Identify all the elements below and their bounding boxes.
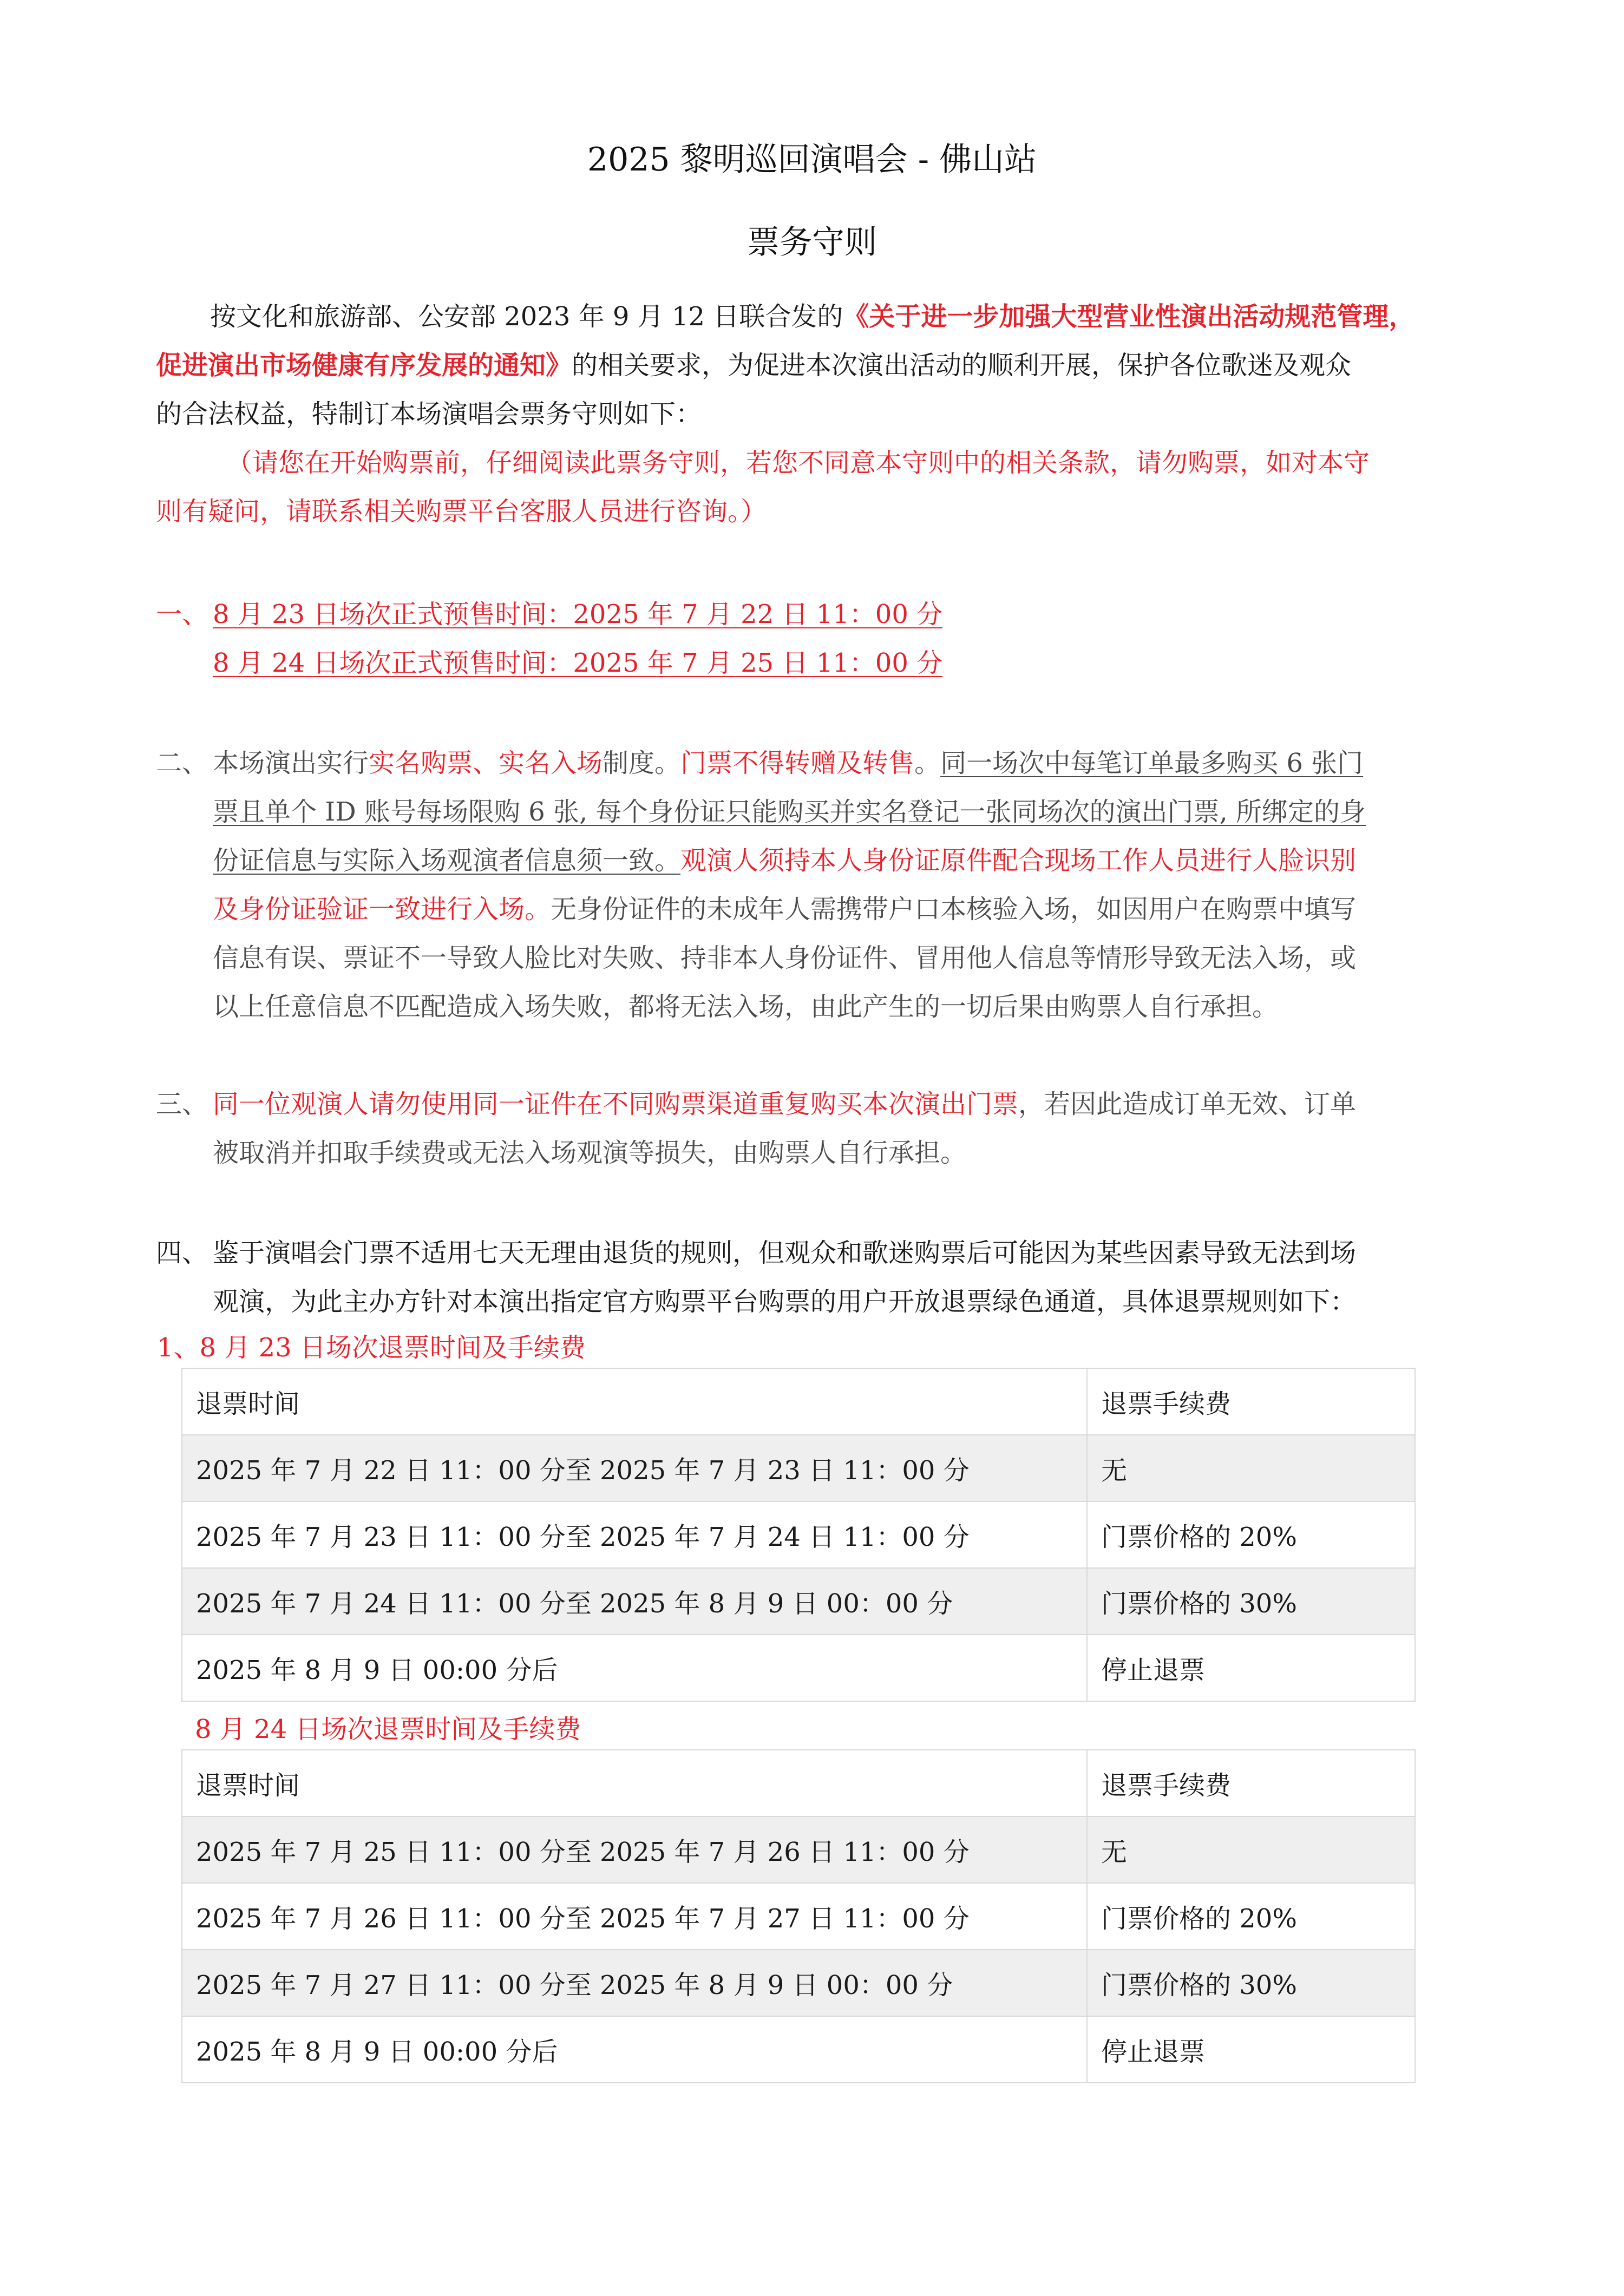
table-row xyxy=(182,1816,1415,1883)
table-header-row xyxy=(182,1368,1415,1435)
refund-time-cell: 2025 年 8 月 9 日 00:00 分后 xyxy=(182,1635,1087,1701)
refund-time-cell: 2025 年 7 月 24 日 11：00 分至 2025 年 8 月 9 日 00：00 分 xyxy=(182,1568,1087,1635)
refund-table-0824 xyxy=(181,1749,1416,2083)
header-refund-fee: 退票手续费 xyxy=(1087,1750,1415,1816)
section-1-line-1: 一、 8 月 23 日场次正式预售时间：2025 年 7 月 22 日 11：00 分 xyxy=(156,599,943,629)
refund-time-cell: 2025 年 7 月 25 日 11：00 分至 2025 年 7 月 26 日 11：00 分 xyxy=(182,1816,1087,1883)
presale-time-0823: 8 月 23 日场次正式预售时间：2025 年 7 月 22 日 11：00 分 xyxy=(213,599,943,629)
table-row xyxy=(182,1568,1415,1635)
refund-time-cell: 2025 年 8 月 9 日 00:00 分后 xyxy=(182,2016,1087,2083)
intro-note-line-2: 则有疑问，请联系相关购票平台客服人员进行咨询。） xyxy=(156,496,767,527)
table-row xyxy=(182,1501,1415,1568)
intro-line-3: 的合法权益，特制订本场演唱会票务守则如下： xyxy=(156,399,702,429)
document-title: 2025 黎明巡回演唱会 - 佛山站 xyxy=(587,141,1037,179)
refund-fee-cell: 无 xyxy=(1087,1435,1415,1501)
table-row xyxy=(182,2016,1415,2083)
refund-fee-cell: 停止退票 xyxy=(1087,2016,1415,2083)
table-header-row xyxy=(182,1750,1415,1816)
header-refund-time: 退票时间 xyxy=(182,1368,1087,1435)
section-1 xyxy=(156,590,1477,687)
intro-line-1: 按文化和旅游部、公安部 2023 年 9 月 12 日联合发的《关于进一步加强大型营业性演出活动规范管理， xyxy=(210,301,1415,332)
section-2-line-5: 信息有误、票证不一导致人脸比对失败、持非本人身份证件、冒用他人信息等情形导致无法入场，或 xyxy=(213,943,1357,973)
section-2-line-1: 二、 本场演出实行实名购票、实名入场制度。门票不得转赠及转售。同一场次中每笔订单最多购买 6 张门 xyxy=(156,748,1364,778)
intro-line-2: 促进演出市场健康有序发展的通知》的相关要求，为促进本次演出活动的顺利开展，保护各位歌迷及观众 xyxy=(156,350,1352,381)
refund-fee-cell: 无 xyxy=(1087,1816,1415,1883)
document-subtitle: 票务守则 xyxy=(747,224,877,261)
section-2 xyxy=(156,739,1477,1031)
section-4 xyxy=(156,1229,1477,1326)
header-refund-fee: 退票手续费 xyxy=(1087,1368,1415,1435)
refund-time-cell: 2025 年 7 月 26 日 11：00 分至 2025 年 7 月 27 日 11：00 分 xyxy=(182,1883,1087,1950)
refund-time-cell: 2025 年 7 月 23 日 11：00 分至 2025 年 7 月 24 日 11：00 分 xyxy=(182,1501,1087,1568)
table-row xyxy=(182,1635,1415,1701)
presale-time-0824: 8 月 24 日场次正式预售时间：2025 年 7 月 25 日 11：00 分 xyxy=(213,648,943,678)
section-2-line-6: 以上任意信息不匹配造成入场失败，都将无法入场，由此产生的一切后果由购票人自行承担。 xyxy=(213,992,1279,1022)
section-4-line-2: 观演，为此主办方针对本演出指定官方购票平台购票的用户开放退票绿色通道，具体退票规则如下： xyxy=(213,1287,1357,1317)
refund-time-cell: 2025 年 7 月 22 日 11：00 分至 2025 年 7 月 23 日 11：00 分 xyxy=(182,1435,1087,1501)
intro-paragraph xyxy=(156,292,1477,536)
refund-fee-cell: 门票价格的 20% xyxy=(1087,1501,1415,1568)
refund-table-0823 xyxy=(181,1368,1416,1702)
section-3 xyxy=(156,1080,1477,1177)
section-4-line-1: 四、 鉴于演唱会门票不适用七天无理由退货的规则，但观众和歌迷购票后可能因为某些因素导致无法到场 xyxy=(156,1238,1357,1268)
refund-table-2-heading: 8 月 24 日场次退票时间及手续费 xyxy=(195,1714,581,1744)
header-refund-time: 退票时间 xyxy=(182,1750,1087,1816)
notice-title-red: 《关于进一步加强大型营业性演出活动规范管理， xyxy=(843,301,1415,332)
refund-fee-cell: 停止退票 xyxy=(1087,1635,1415,1701)
section-3-line-2: 被取消并扣取手续费或无法入场观演等损失，由购票人自行承担。 xyxy=(213,1138,967,1168)
refund-fee-cell: 门票价格的 30% xyxy=(1087,1950,1415,2016)
section-2-line-2: 票且单个 ID 账号每场限购 6 张, 每个身份证只能购买并实名登记一张同场次的演出门票, 所绑定的身 xyxy=(213,797,1366,827)
refund-fee-cell: 门票价格的 30% xyxy=(1087,1568,1415,1635)
section-2-line-3: 份证信息与实际入场观演者信息须一致。观演人须持本人身份证原件配合现场工作人员进行人脸识别 xyxy=(213,845,1357,876)
table-row xyxy=(182,1883,1415,1950)
section-2-line-4: 及身份证验证一致进行入场。无身份证件的未成年人需携带户口本核验入场，如因用户在购票中填写 xyxy=(213,894,1357,924)
refund-time-cell: 2025 年 7 月 27 日 11：00 分至 2025 年 8 月 9 日 00：00 分 xyxy=(182,1950,1087,2016)
section-3-line-1: 三、 同一位观演人请勿使用同一证件在不同购票渠道重复购买本次演出门票，若因此造成订单无效、订单 xyxy=(156,1089,1357,1119)
table-row xyxy=(182,1950,1415,2016)
refund-table-1-heading: 1、8 月 23 日场次退票时间及手续费 xyxy=(157,1333,586,1363)
intro-note-line-1: （请您在开始购票前，仔细阅读此票务守则，若您不同意本守则中的相关条款，请勿购票，如对本守 xyxy=(226,448,1370,478)
refund-fee-cell: 门票价格的 20% xyxy=(1087,1883,1415,1950)
table-row xyxy=(182,1435,1415,1501)
section-1-line-2 xyxy=(156,639,1477,687)
